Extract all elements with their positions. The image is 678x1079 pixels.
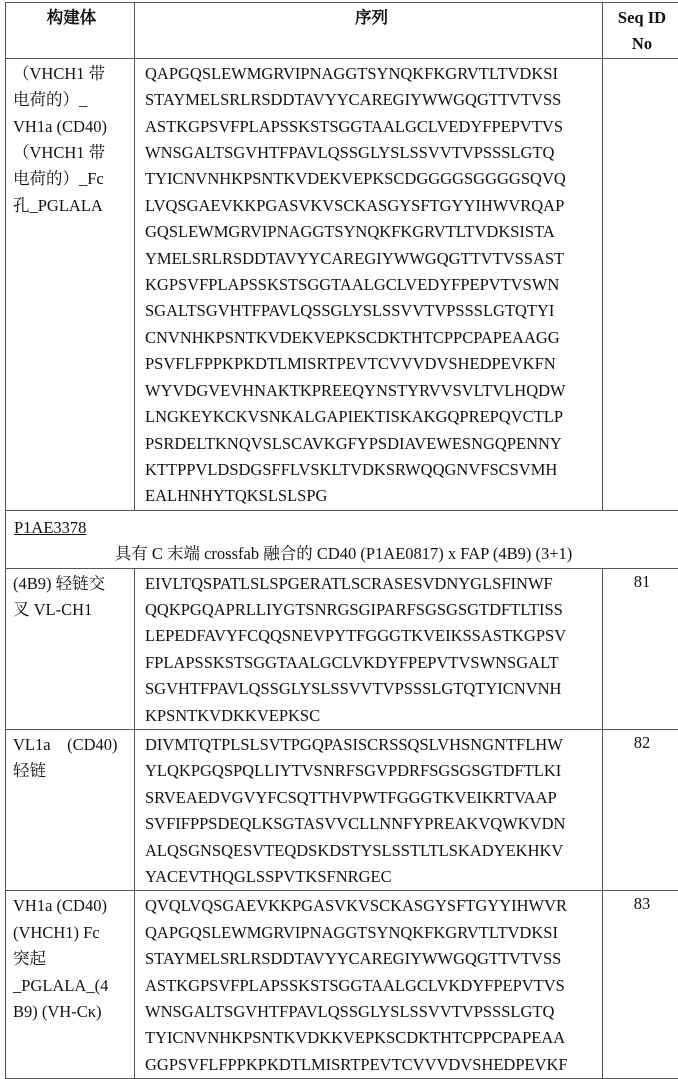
- header-sequence: 序列: [135, 3, 603, 59]
- sequence-line: SGVHTFPAVLQSSGLYSLSSVVTVPSSSLGTQTYICNVNH: [145, 676, 598, 702]
- sequence-table: [5, 2, 678, 1079]
- table-row: [6, 568, 678, 729]
- sequence-line: ASTKGPSVFPLAPSSKSTSGGTAALGCLVKDYFPEPVTVS: [145, 973, 598, 999]
- table-row: [6, 729, 678, 890]
- sequence-line: SGALTSGVHTFPAVLQSSGLYSLSSVVTVPSSSLGTQTYI: [145, 298, 598, 324]
- seq-id-cell: [603, 58, 678, 510]
- construct-line: B9) (VH-Cκ): [13, 999, 130, 1025]
- construct-line: _PGLALA_(4: [13, 973, 130, 999]
- construct-line: (4B9) 轻链交: [13, 571, 130, 597]
- header-construct: 构建体: [6, 3, 135, 59]
- construct-line: 叉 VL-CH1: [13, 597, 130, 623]
- sequence-line: LVQSGAEVKKPGASVKVSCKASGYSFTGYYIHWVRQAP: [145, 193, 598, 219]
- sequence-line: KTTPPVLDSDGSFFLVSKLTVDKSRWQQGNVFSCSVMH: [145, 457, 598, 483]
- sequence-line: YMELSRLRSDDTAVYYCAREGIYWWGQGTTVTVSSAST: [145, 246, 598, 272]
- construct-cell: [6, 891, 135, 1079]
- sequence-line: WNSGALTSGVHTFPAVLQSSGLYSLSSVVTVPSSSLGTQ: [145, 140, 598, 166]
- construct-line: (VHCH1) Fc: [13, 920, 130, 946]
- sequence-line: YLQKPGQSPQLLIYTVSNRFSGVPDRFSGSGSGTDFTLKI: [145, 758, 598, 784]
- sequence-line: QAPGQSLEWMGRVIPNAGGTSYNQKFKGRVTLTVDKSI: [145, 61, 598, 87]
- seq-id-cell: 83: [603, 891, 678, 1079]
- sequence-line: EIVLTQSPATLSLSPGERATLSCRASESVDNYGLSFINWF: [145, 571, 598, 597]
- construct-line: 电荷的）_: [13, 87, 130, 113]
- sequence-cell: [135, 729, 603, 890]
- sequence-line: KGPSVFPLAPSSKSTSGGTAALGCLVEDYFPEPVTVSWN: [145, 272, 598, 298]
- table-row: [6, 58, 678, 510]
- sequence-line: TYICNVNHKPSNTKVDEKVEPKSCDGGGGSGGGGSQVQ: [145, 166, 598, 192]
- construct-line: 轻链: [13, 758, 130, 784]
- sequence-line: LNGKEYKCKVSNKALGAPIEKTISKAKGQPREPQVCTLP: [145, 404, 598, 430]
- construct-line: 电荷的）_Fc: [13, 166, 130, 192]
- sequence-line: KPSNTKVDKKVEPKSC: [145, 703, 598, 729]
- sequence-cell: [135, 568, 603, 729]
- sequence-line: TYICNVNHKPSNTKVDKKVEPKSCDKTHTCPPCPAPEAA: [145, 1025, 598, 1051]
- sequence-line: FPLAPSSKSTSGGTAALGCLVKDYFPEPVTVSWNSGALT: [145, 650, 598, 676]
- sequence-line: DIVMTQTPLSLSVTPGQPASISCRSSQSLVHSNGNTFLHW: [145, 732, 598, 758]
- sequence-line: STAYMELSRLRSDDTAVYYCAREGIYWWGQGTTVTVSS: [145, 87, 598, 113]
- sequence-line: GQSLEWMGRVIPNAGGTSYNQKFKGRVTLTVDKSISTA: [145, 219, 598, 245]
- table-row: [6, 891, 678, 1079]
- construct-line: （VHCH1 带: [13, 140, 130, 166]
- sequence-line: PSVFLFPPKPKDTLMISRTPEVTCVVVDVSHEDPEVKFN: [145, 351, 598, 377]
- construct-line: VL1a (CD40): [13, 732, 130, 758]
- sequence-line: QVQLVQSGAEVKKPGASVKVSCKASGYSFTGYYIHWVR: [145, 893, 598, 919]
- sequence-cell: [135, 891, 603, 1079]
- sequence-line: ASTKGPSVFPLAPSSKSTSGGTAALGCLVEDYFPEPVTVS: [145, 114, 598, 140]
- header-seq-id: Seq ID No: [603, 3, 678, 59]
- sequence-line: QAPGQSLEWMGRVIPNAGGTSYNQKFKGRVTLTVDKSI: [145, 920, 598, 946]
- sequence-line: YACEVTHQGLSSPVTKSFNRGEC: [145, 864, 598, 890]
- sequence-line: WYVDGVEVHNAKTKPREEQYNSTYRVVSVLTVLHQDW: [145, 378, 598, 404]
- sequence-line: GGPSVFLFPPKPKDTLMISRTPEVTCVVVDVSHEDPEVKF: [145, 1052, 598, 1078]
- sequence-line: SRVEAEDVGVYFCSQTTHVPWTFGGGTKVEIKRTVAAP: [145, 785, 598, 811]
- sequence-line: QQKPGQAPRLLIYGTSNRGSGIPARFSGSGSGTDFTLTISS: [145, 597, 598, 623]
- section-row: [6, 510, 678, 568]
- section-id: P1AE3378: [14, 515, 673, 541]
- section-cell: [6, 510, 678, 568]
- sequence-line: CNVNHKPSNTKVDEKVEPKSCDKTHTCPPCPAPEAAGG: [145, 325, 598, 351]
- construct-line: 孔_PGLALA: [13, 193, 130, 219]
- sequence-line: LEPEDFAVYFCQQSNEVPYTFGGGTKVEIKSSASTKGPSV: [145, 623, 598, 649]
- construct-line: VH1a (CD40): [13, 893, 130, 919]
- section-title: 具有 C 末端 crossfab 融合的 CD40 (P1AE0817) x FAP (4B9) (3+1): [14, 541, 673, 567]
- seq-id-cell: 82: [603, 729, 678, 890]
- construct-line: VH1a (CD40): [13, 114, 130, 140]
- construct-line: 突起: [13, 946, 130, 972]
- sequence-line: EALHNHYTQKSLSLSPG: [145, 483, 598, 509]
- sequence-cell: [135, 58, 603, 510]
- seq-id-cell: 81: [603, 568, 678, 729]
- construct-cell: [6, 58, 135, 510]
- sequence-line: WNSGALTSGVHTFPAVLQSSGLYSLSSVVTVPSSSLGTQ: [145, 999, 598, 1025]
- header-row: [6, 3, 678, 59]
- sequence-line: STAYMELSRLRSDDTAVYYCAREGIYWWGQGTTVTVSS: [145, 946, 598, 972]
- construct-line: （VHCH1 带: [13, 61, 130, 87]
- sequence-line: ALQSGNSQESVTEQDSKDSTYSLSSTLTLSKADYEKHKV: [145, 838, 598, 864]
- construct-cell: [6, 729, 135, 890]
- sequence-line: SVFIFPPSDEQLKSGTASVVCLLNNFYPREAKVQWKVDN: [145, 811, 598, 837]
- sequence-line: PSRDELTKNQVSLSCAVKGFYPSDIAVEWESNGQPENNY: [145, 431, 598, 457]
- construct-cell: [6, 568, 135, 729]
